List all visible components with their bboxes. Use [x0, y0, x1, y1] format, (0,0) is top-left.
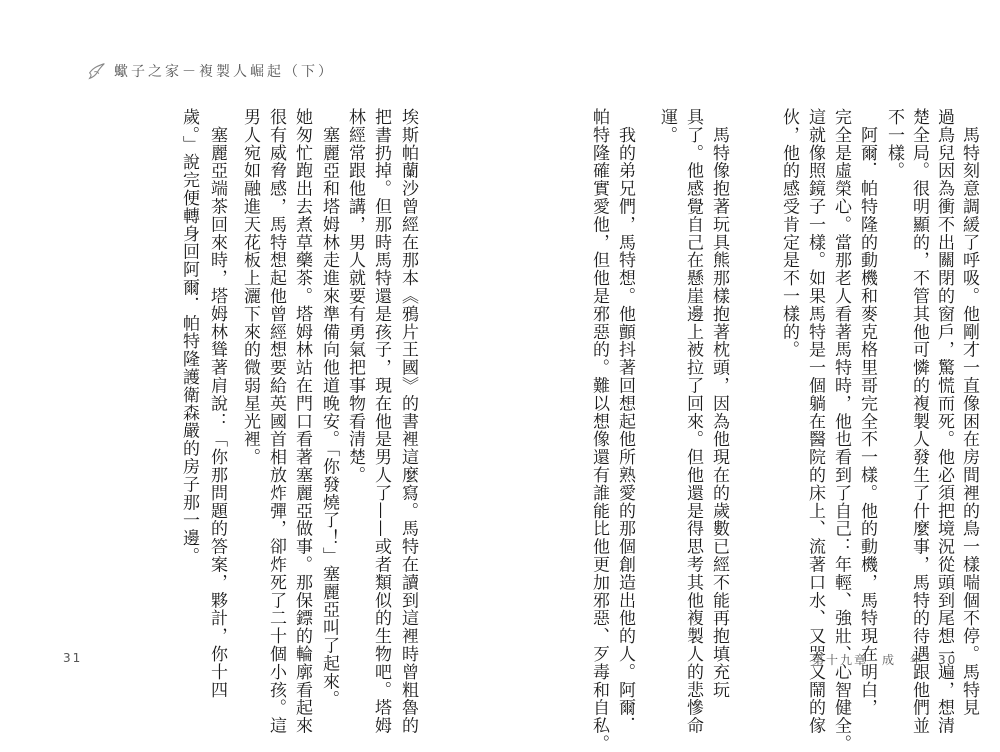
text-column: 埃斯帕蘭沙曾經在那本《鴉片王國》的書裡這麼寫。馬特在讀到這裡時曾粗魯的	[398, 108, 418, 735]
text-column: 塞麗亞和塔姆林走進來準備向他道晚安。「你發燒了！」塞麗亞叫了起來。	[319, 108, 339, 709]
text-column: 完全是虛榮心。當那老人看著馬特時，他也看到了自己：年輕、強壯、心智健全。	[831, 108, 851, 752]
text-column: 楚全局。很明顯的，不管其他可憐的複製人發生了什麼事，馬特的待遇跟他們並	[909, 108, 929, 735]
text-column: 伙，他的感受肯定是不一樣的。	[779, 108, 799, 359]
text-column: 馬特像抱著玩具熊那樣抱著枕頭，因為他現在的歲數已經不能再抱填充玩	[709, 108, 729, 699]
text-column: 男人宛如融進天花板上灑下來的微弱星光裡。	[240, 108, 260, 466]
text-column: 馬特刻意調緩了呼吸。他剛才一直像困在房間裡的鳥一樣喘個不停。馬特見	[959, 108, 979, 717]
text-column: 過鳥兒因為衝不出關閉的窗戶，驚慌而死。他必須把境況從頭到尾想一遍，想清	[934, 108, 954, 735]
text-column: 這就像照鏡子一樣。如果馬特是一個躺在醫院的床上、流著口水、又哭又鬧的傢	[805, 108, 825, 735]
swallow-logo-icon	[86, 60, 108, 82]
right-page-footer: 第十九章 成 年 30	[812, 653, 958, 667]
left-page-number: 31	[63, 651, 83, 665]
text-column: 歲。」說完便轉身回阿爾．帕特隆護衛森嚴的房子那一邊。	[179, 108, 199, 565]
text-column: 阿爾．帕特隆的動機和麥克格里哥完全不一樣。他的動機，馬特現在明白，	[857, 108, 877, 717]
text-column: 運。	[657, 108, 677, 144]
book-title: 蠍子之家－複製人崛起（下）	[114, 64, 335, 80]
text-column: 具了。他感覺自己在懸崖邊上被拉了回來。但他還是得思考其他複製人的悲慘命	[683, 108, 703, 735]
text-column: 林經常跟他講，男人就要有勇氣把事物看清楚。	[345, 108, 365, 484]
text-column: 我的弟兄們，馬特想。他顫抖著回想起他所熟愛的那個創造出他的人。阿爾．	[615, 108, 635, 735]
text-column: 帕特隆確實愛他，但他是邪惡的。難以想像還有誰能比他更加邪惡、歹毒和自私。	[589, 108, 609, 752]
text-column: 她匆忙跑出去煮草藥茶。塔姆林站在門口看著塞麗亞做事。那保鏢的輪廓看起來	[292, 108, 312, 735]
text-column: 塞麗亞端茶回來時，塔姆林聳著肩說：「你那問題的答案，夥計，你十四	[207, 108, 227, 699]
text-column: 把書扔掉。但那時馬特還是孩子，現在他是男人了——或者類似的生物吧。塔姆	[371, 108, 391, 735]
text-column: 不一樣。	[884, 108, 904, 180]
text-column: 很有威脅感，馬特想起他曾經想要給英國首相放炸彈，卻炸死了二十個小孩。這	[266, 108, 286, 735]
running-header	[86, 58, 335, 84]
left-page	[170, 108, 460, 735]
